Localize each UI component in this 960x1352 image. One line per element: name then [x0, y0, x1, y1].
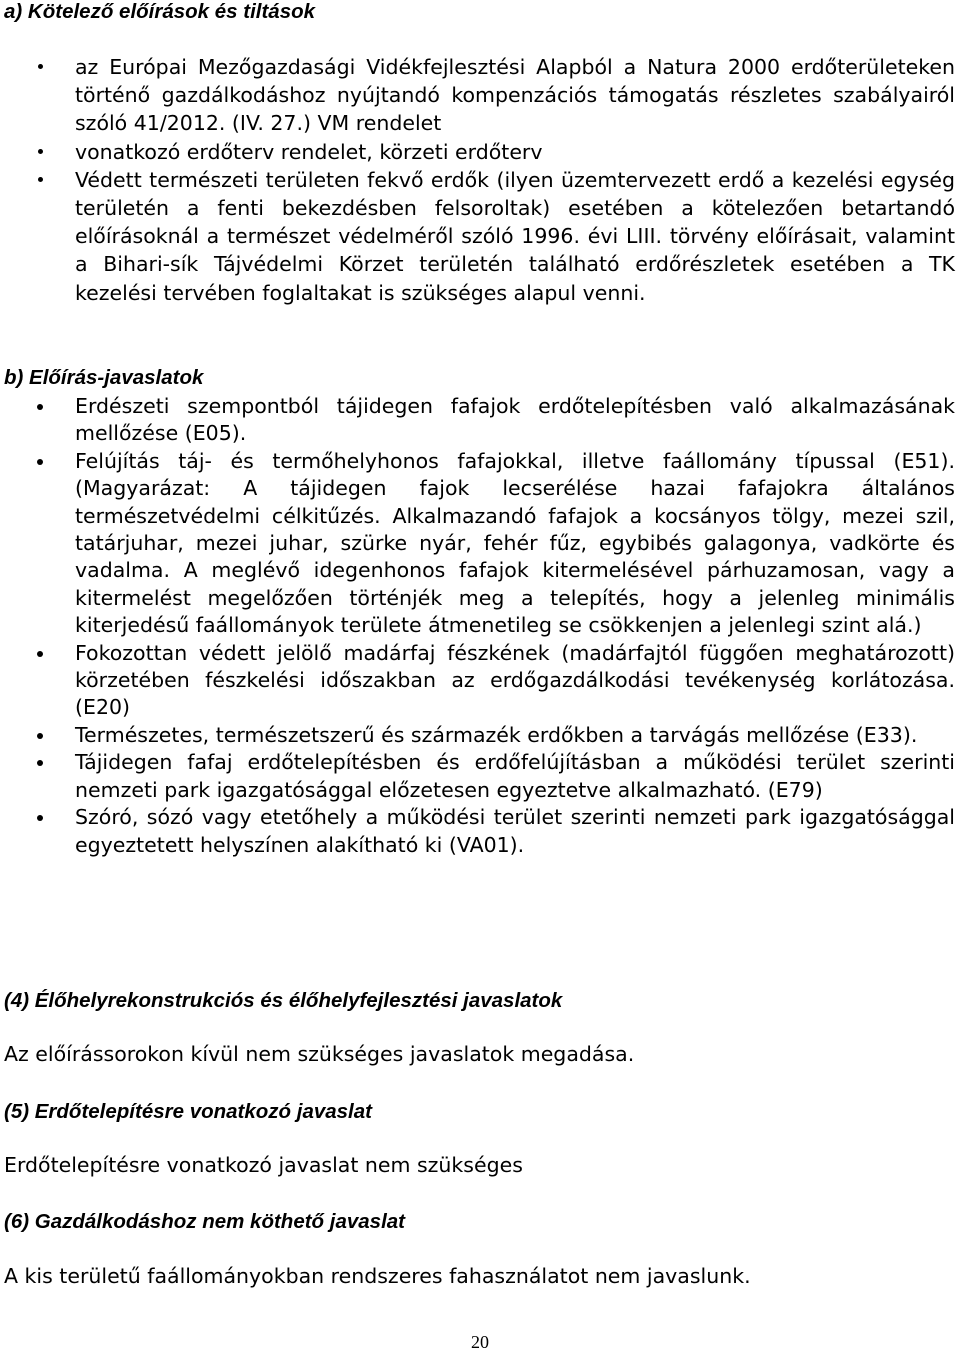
- list-item-text: Természetes, természetszerű és származék erdőkben a tarvágás mellőzése (E33).: [75, 722, 918, 747]
- section-a-heading: a) Kötelező előírások és tiltások: [4, 0, 316, 23]
- section-4-heading: (4) Élőhelyrekonstrukciós és élőhelyfejlesztési javaslatok: [4, 989, 563, 1012]
- section-5-heading: (5) Erdőtelepítésre vonatkozó javaslat: [4, 1100, 372, 1123]
- list-item: [0, 640, 960, 722]
- page-number: 20: [471, 1332, 489, 1352]
- list-item: [0, 53, 960, 138]
- list-item-text: Felújítás táj- és termőhelyhonos fafajokkal, illetve faállomány típussal (E51). (Magyarázat: A tájidegen fajok lecserélése hazai fafajokra általános természetvédelmi célkitűzés. Alkalmazandó fafajok a kocsányos tölgy, mezei szil, tatárjuhar, mezei juhar, szürke nyár, fehér fűz, egybibés galagonya, vadkörte és vadalma. A meglévő idegenhonos fafajok kitermelésével párhuzamosan, vagy a kitermelést megelőzően történjék meg a telepítés, hogy a jelenleg minimális kiterjedésű faállományok területe átmenetileg se csökkenjen a jelenlegi szint alá.): [75, 448, 955, 638]
- section-6-text: A kis területű faállományokban rendszeres fahasználatot nem javaslunk.: [4, 1264, 751, 1288]
- section-5-text: Erdőtelepítésre vonatkozó javaslat nem szükséges: [4, 1153, 523, 1177]
- bullet-icon: [38, 149, 43, 154]
- section-6-heading: (6) Gazdálkodáshoz nem köthető javaslat: [4, 1210, 405, 1233]
- list-item-text: Védett természeti területen fekvő erdők (ilyen üzemtervezett erdő a kezelési egység területén a fenti bekezdésben felsoroltak) esetében a kötelezően betartandó előírásoknál a természet védelméről szóló 1996. évi LIII. törvény előírásait, valamint a Bihari-sík Tájvédelmi Körzet területén található erdőrészletek esetében a TK kezelési tervében foglaltakat is szükséges alapul venni.: [75, 167, 955, 305]
- bullet-icon: [38, 177, 43, 182]
- list-item: [0, 722, 960, 749]
- bullet-icon: [37, 815, 43, 821]
- list-item: [0, 166, 960, 307]
- list-item: [0, 804, 960, 859]
- list-item-text: Tájidegen fafaj erdőtelepítésben és erdőfelújításban a működési terület szerinti nemzeti park igazgatósággal előzetesen egyeztetve alkalmazható. (E79): [75, 750, 955, 802]
- list-item-text: Erdészeti szempontból tájidegen fafajok erdőtelepítésben való alkalmazásának mellőzése (E05).: [75, 394, 955, 446]
- section-b-heading: b) Előírás-javaslatok: [4, 366, 204, 389]
- bullet-icon: [37, 760, 43, 766]
- list-item: [0, 138, 960, 166]
- list-item-text: az Európai Mezőgazdasági Vidékfejlesztési Alapból a Natura 2000 erdőterületeken történő gazdálkodáshoz nyújtandó kompenzációs támogatás részletes szabályairól szóló 41/2012. (IV. 27.) VM rendelet: [75, 55, 955, 136]
- section-b-list: [0, 393, 960, 859]
- section-a-list: [0, 53, 960, 307]
- bullet-icon: [37, 733, 43, 739]
- list-item-text: Fokozottan védett jelölő madárfaj fészkének (madárfajtól függően meghatározott) körzetében fészkelési időszakban az erdőgazdálkodási tevékenység korlátozása. (E20): [75, 640, 955, 720]
- list-item: [0, 393, 960, 448]
- list-item: [0, 448, 960, 640]
- bullet-icon: [38, 64, 43, 69]
- list-item-text: Szóró, sózó vagy etetőhely a működési terület szerinti nemzeti park igazgatósággal egyeztetett helyszínen alakítható ki (VA01).: [75, 805, 955, 857]
- list-item-text: vonatkozó erdőterv rendelet, körzeti erdőterv: [75, 139, 543, 164]
- section-4-text: Az előírássorokon kívül nem szükséges javaslatok megadása.: [4, 1042, 635, 1066]
- bullet-icon: [37, 459, 43, 465]
- list-item: [0, 749, 960, 804]
- bullet-icon: [37, 651, 43, 657]
- bullet-icon: [37, 404, 43, 410]
